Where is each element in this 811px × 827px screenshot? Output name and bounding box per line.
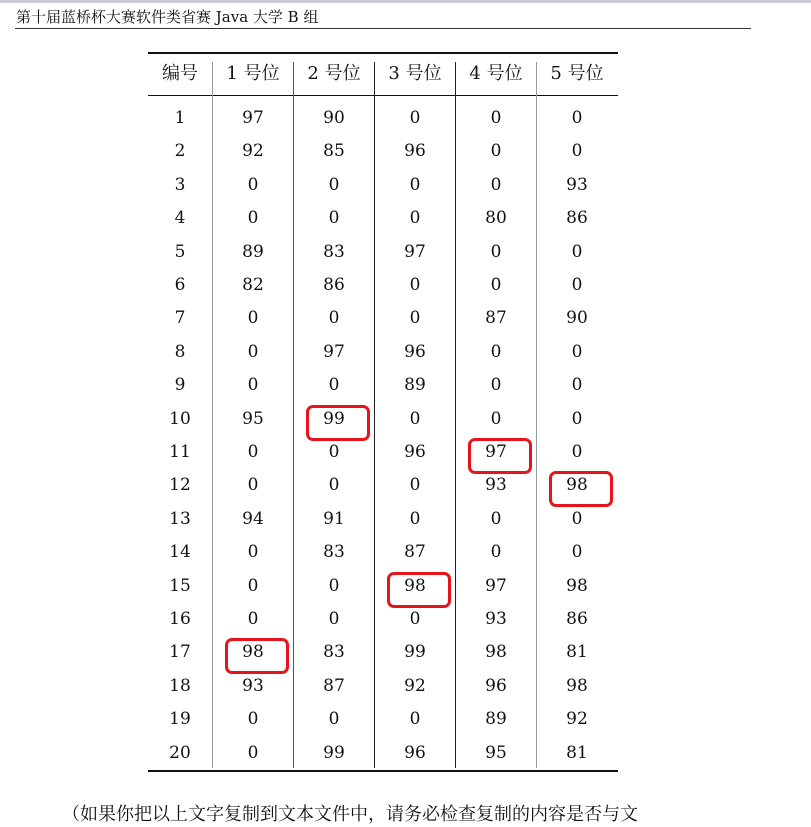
table-cell: 0 — [571, 408, 583, 429]
row-number: 1 — [174, 108, 186, 128]
table-cell: 96 — [404, 341, 426, 362]
table-cell: 0 — [409, 475, 421, 496]
table-cell: 0 — [409, 709, 421, 730]
table-cell: 0 — [571, 442, 583, 462]
table-cell: 90 — [566, 308, 588, 329]
table-cell: 86 — [323, 275, 345, 295]
table-cell: 0 — [247, 542, 259, 563]
table-cell: 0 — [328, 375, 340, 396]
table-cell: 0 — [409, 275, 421, 295]
table-cell: 0 — [328, 575, 340, 596]
table-cell: 98 — [566, 575, 588, 596]
table-cell: 89 — [485, 709, 507, 730]
table-cell: 90 — [323, 108, 345, 128]
column-header: 1 号位 — [226, 63, 280, 84]
table-cell: 0 — [490, 542, 502, 563]
table-cell: 0 — [409, 174, 421, 195]
row-number: 20 — [169, 742, 191, 763]
table-cell: 0 — [409, 408, 421, 429]
table-cell: 98 — [566, 475, 588, 496]
table-cell: 0 — [247, 609, 259, 629]
table-cell: 0 — [490, 174, 502, 195]
table-cell: 89 — [242, 241, 264, 262]
row-number: 12 — [169, 475, 191, 496]
row-number: 5 — [174, 241, 186, 262]
table-cell: 82 — [242, 275, 264, 295]
table-cell: 0 — [571, 375, 583, 396]
table-cell: 0 — [409, 308, 421, 329]
table-cell: 0 — [571, 542, 583, 563]
row-number: 4 — [174, 208, 186, 229]
table-cell: 0 — [490, 341, 502, 362]
table-cell: 93 — [485, 475, 507, 496]
table-cell: 86 — [566, 609, 588, 629]
table-cell: 99 — [323, 742, 345, 763]
table-cell: 83 — [323, 241, 345, 262]
table-cell: 98 — [242, 642, 264, 663]
row-number: 8 — [174, 341, 186, 362]
table-cell: 98 — [404, 575, 426, 596]
table-cell: 0 — [328, 442, 340, 462]
table-cell: 85 — [323, 141, 345, 162]
table-cell: 0 — [247, 442, 259, 462]
bottom-rule — [148, 770, 618, 772]
table-cell: 99 — [404, 642, 426, 663]
top-rule — [148, 52, 618, 54]
highlight-box — [306, 405, 370, 441]
table-cell: 0 — [571, 341, 583, 362]
table-cell: 0 — [571, 508, 583, 529]
row-number: 10 — [169, 408, 191, 429]
table-cell: 83 — [323, 642, 345, 663]
row-number: 3 — [174, 174, 186, 195]
table-cell: 93 — [485, 609, 507, 629]
table-cell: 98 — [566, 675, 588, 696]
table-cell: 0 — [328, 174, 340, 195]
table-cell: 95 — [485, 742, 507, 763]
row-number: 19 — [169, 709, 191, 730]
table-cell: 0 — [247, 208, 259, 229]
table-cell: 87 — [323, 675, 345, 696]
row-number: 2 — [174, 141, 186, 162]
running-header: 第十届蓝桥杯大赛软件类省赛 Java 大学 B 组 — [16, 8, 319, 26]
table-cell: 0 — [247, 742, 259, 763]
row-number: 18 — [169, 675, 191, 696]
highlight-box — [549, 471, 613, 507]
column-header: 编号 — [162, 63, 198, 84]
table-cell: 0 — [490, 141, 502, 162]
table-cell: 0 — [247, 308, 259, 329]
table-cell: 99 — [323, 408, 345, 429]
table-cell: 89 — [404, 375, 426, 396]
header-rule — [15, 28, 751, 29]
table-cell: 0 — [247, 475, 259, 496]
table-cell: 0 — [490, 508, 502, 529]
table-cell: 0 — [490, 241, 502, 262]
footer-text: （如果你把以上文字复制到文本文件中，请务必检查复制的内容是否与文 — [62, 804, 638, 825]
mid-rule — [148, 95, 618, 96]
row-number: 17 — [169, 642, 191, 663]
table-cell: 97 — [485, 575, 507, 596]
table-cell: 0 — [571, 241, 583, 262]
highlight-box — [387, 572, 451, 608]
table-cell: 97 — [323, 341, 345, 362]
table-cell: 87 — [485, 308, 507, 329]
viewer-top-border — [0, 0, 811, 3]
table-cell: 92 — [404, 675, 426, 696]
table-cell: 0 — [328, 208, 340, 229]
table-cell: 0 — [490, 108, 502, 128]
table-cell: 96 — [404, 141, 426, 162]
table-cell: 0 — [571, 141, 583, 162]
row-number: 6 — [174, 275, 186, 295]
table-cell: 98 — [485, 642, 507, 663]
table-cell: 96 — [485, 675, 507, 696]
table-cell: 81 — [566, 642, 588, 663]
table-cell: 0 — [247, 341, 259, 362]
table-cell: 0 — [571, 108, 583, 128]
table-cell: 0 — [490, 375, 502, 396]
table-cell: 81 — [566, 742, 588, 763]
table-cell: 0 — [328, 609, 340, 629]
row-number: 9 — [174, 375, 186, 396]
table-cell: 0 — [247, 174, 259, 195]
table-cell: 92 — [242, 141, 264, 162]
table-cell: 97 — [242, 108, 264, 128]
table-cell: 0 — [328, 475, 340, 496]
table-cell: 0 — [409, 208, 421, 229]
row-number: 13 — [169, 508, 191, 529]
table-cell: 0 — [247, 375, 259, 396]
table-cell: 96 — [404, 442, 426, 462]
table-cell: 0 — [247, 709, 259, 730]
table-cell: 83 — [323, 542, 345, 563]
table-cell: 94 — [242, 508, 264, 529]
table-cell: 86 — [566, 208, 588, 229]
table-cell: 0 — [409, 508, 421, 529]
table-cell: 92 — [566, 709, 588, 730]
row-number: 11 — [169, 442, 191, 462]
table-cell: 95 — [242, 408, 264, 429]
score-table — [148, 52, 618, 773]
row-number: 7 — [174, 308, 186, 329]
column-header: 2 号位 — [307, 63, 361, 84]
table-cell: 91 — [323, 508, 345, 529]
table-cell: 0 — [328, 709, 340, 730]
table-cell: 0 — [409, 108, 421, 128]
table-cell: 87 — [404, 542, 426, 563]
highlight-box — [468, 438, 532, 474]
table-cell: 93 — [566, 174, 588, 195]
table-cell: 0 — [409, 609, 421, 629]
row-number: 16 — [169, 609, 191, 629]
table-cell: 93 — [242, 675, 264, 696]
table-cell: 0 — [571, 275, 583, 295]
row-number: 15 — [169, 575, 191, 596]
table-cell: 0 — [328, 308, 340, 329]
highlight-box — [225, 638, 289, 674]
table-cell: 97 — [404, 241, 426, 262]
table-cell: 97 — [485, 442, 507, 462]
column-header: 3 号位 — [388, 63, 442, 84]
table-cell: 0 — [490, 275, 502, 295]
table-cell: 0 — [490, 408, 502, 429]
table-cell: 96 — [404, 742, 426, 763]
column-header: 5 号位 — [550, 63, 604, 84]
table-cell: 0 — [247, 575, 259, 596]
column-header: 4 号位 — [469, 63, 523, 84]
row-number: 14 — [169, 542, 191, 563]
table-cell: 80 — [485, 208, 507, 229]
